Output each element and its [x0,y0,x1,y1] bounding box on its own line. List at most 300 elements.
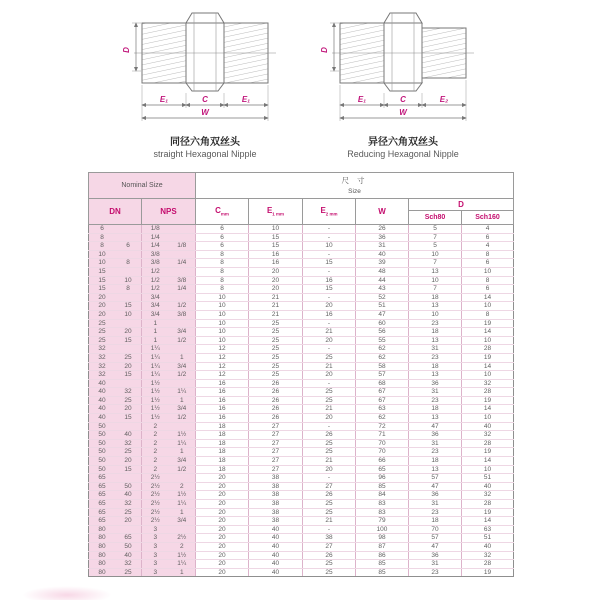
table-cell: 65 20 [89,517,142,526]
table-cell: - [303,267,356,276]
hex-boss-bottom [186,83,224,91]
table-cell: 5 [409,242,462,251]
table-cell: 12 [196,371,249,380]
table-cell: 6 [462,233,514,242]
table-cell: 25 [303,508,356,517]
table-cell: 20 [196,482,249,491]
table-cell: 31 [409,388,462,397]
table-cell: 80 32 [89,560,142,569]
table-cell: 20 [303,336,356,345]
table-cell: 3/4 [142,293,196,302]
table-cell: 65 40 [89,491,142,500]
reducing-nipple-diagram [318,8,488,134]
table-cell: 25 [303,448,356,457]
table-cell: 3/8 1/4 [142,259,196,268]
table-cell: 8 [89,233,142,242]
table-cell: 27 [249,431,303,440]
table-row [89,414,514,423]
table-cell: 18 [196,422,249,431]
table-cell: 40 25 [89,396,142,405]
table-cell: 10 [196,302,249,311]
table-cell: 65 [89,474,142,483]
table-cell: 31 [409,500,462,509]
table-cell: 3/8 [142,250,196,259]
table-cell: 65 50 [89,482,142,491]
table-cell: 40 [462,542,514,551]
table-cell: 23 [409,353,462,362]
table-row [89,405,514,414]
table-cell: 13 [409,414,462,423]
table-cell: 31 [409,345,462,354]
table-row [89,396,514,405]
table-cell: 15 [249,242,303,251]
table-cell: 38 [249,508,303,517]
table-cell: 47 [409,482,462,491]
table-cell: 26 [249,414,303,423]
table-cell: - [303,422,356,431]
table-cell: 80 40 [89,551,142,560]
table-cell: 25 [249,319,303,328]
table-row [89,500,514,509]
table-cell: 14 [462,293,514,302]
table-cell: 1½ 1¼ [142,388,196,397]
table-cell: 26 [303,551,356,560]
table-cell: 3 1¼ [142,560,196,569]
table-cell: 80 65 [89,534,142,543]
table-cell: 32 [462,379,514,388]
table-cell: 14 [462,517,514,526]
table-cell: 8 [196,250,249,259]
table-row [89,242,514,251]
table-cell: 8 [462,310,514,319]
table-cell: - [303,233,356,242]
dim-label-d: D [320,47,329,53]
table-cell: 7 [409,259,462,268]
dim-label-w: W [399,108,407,117]
table-cell: 3/4 1/2 [142,302,196,311]
table-row [89,568,514,577]
table-cell: 10 [249,225,303,234]
table-cell: 55 [356,336,409,345]
table-row [89,457,514,466]
table-cell: 14 [462,405,514,414]
table-cell: 28 [462,500,514,509]
table-cell: - [303,525,356,534]
table-cell: 2 1/2 [142,465,196,474]
table-cell: 15 8 [89,285,142,294]
table-cell: 65 [356,465,409,474]
table-cell: 20 [249,285,303,294]
table-cell: 86 [356,551,409,560]
table-cell: 8 [196,267,249,276]
table-cell: 36 [409,491,462,500]
table-row [89,345,514,354]
table-cell: 2 1 [142,448,196,457]
table-cell: 13 [409,465,462,474]
table-cell: 36 [409,551,462,560]
table-cell: 18 [196,431,249,440]
table-cell: 19 [462,448,514,457]
table-cell: 16 [196,379,249,388]
table-cell: 31 [356,242,409,251]
table-cell: 21 [303,405,356,414]
table-cell: 3 [142,525,196,534]
table-row [89,250,514,259]
table-row [89,491,514,500]
table-cell: 10 8 [89,259,142,268]
table-cell: 60 [356,319,409,328]
table-cell: 70 [356,448,409,457]
table-cell: 51 [462,534,514,543]
table-cell: 1/4 1/8 [142,242,196,251]
table-cell: - [303,474,356,483]
straight-nipple-diagram [120,8,290,134]
table-cell: 32 25 [89,353,142,362]
table-cell: 27 [249,422,303,431]
table-row [89,560,514,569]
table-cell: 66 [356,457,409,466]
table-cell: 25 [303,396,356,405]
table-cell: 12 [196,362,249,371]
table-cell: 14 [462,457,514,466]
table-cell: 3 1½ [142,551,196,560]
table-row [89,534,514,543]
table-cell: 40 [462,422,514,431]
table-row [89,379,514,388]
table-cell: 18 [196,448,249,457]
dim-label-e1: E₁ [357,95,367,104]
table-cell: 25 [303,568,356,577]
caption-en: Reducing Hexagonal Nipple [347,149,459,159]
table-cell: 26 [249,388,303,397]
table-cell: 23 [409,448,462,457]
table-cell: - [303,345,356,354]
table-cell: 16 [249,250,303,259]
table-cell: 26 [249,396,303,405]
table-row [89,422,514,431]
table-cell: 26 [249,379,303,388]
table-cell: 19 [462,508,514,517]
table-cell: 18 [409,457,462,466]
table-cell: 1/2 [142,267,196,276]
table-cell: 18 [196,465,249,474]
table-cell: 15 10 [89,276,142,285]
table-cell: 20 [196,500,249,509]
col-header-sch160: Sch160 [462,211,514,225]
table-row [89,293,514,302]
table-cell: 67 [356,388,409,397]
table-cell: 80 [89,525,142,534]
table-row [89,336,514,345]
table-cell: 40 [89,379,142,388]
table-cell: 13 [409,371,462,380]
table-cell: 2½ 1¼ [142,500,196,509]
table-cell: 18 [196,457,249,466]
table-cell: 84 [356,491,409,500]
table-cell: 20 [196,534,249,543]
col-header-dn: DN [89,199,142,225]
table-row [89,448,514,457]
table-cell: 40 [249,534,303,543]
table-cell: 27 [303,542,356,551]
table-cell: 63 [462,525,514,534]
table-cell: 23 [409,319,462,328]
table-cell: 32 [89,345,142,354]
table-cell: 21 [303,328,356,337]
table-cell: 18 [409,362,462,371]
table-cell: 10 [462,371,514,380]
table-cell: 16 [196,405,249,414]
col-header-e1: $E_{1 mm}$ [249,199,303,225]
table-cell: 1/2 3/8 [142,276,196,285]
table-cell: 23 [409,396,462,405]
table-cell: 1¼ 1/2 [142,371,196,380]
table-cell: 6 [196,225,249,234]
table-cell: 3 1 [142,568,196,577]
table-cell: 87 [356,542,409,551]
table-cell: 20 [196,491,249,500]
scan-smudge [22,586,112,600]
table-cell: 7 [409,285,462,294]
table-cell: 3 2 [142,542,196,551]
table-cell: 25 [303,560,356,569]
table-cell: 2½ 1 [142,508,196,517]
table-cell: 10 [462,465,514,474]
table-cell: 16 [303,276,356,285]
col-header-e2: $E_{2 mm}$ [303,199,356,225]
table-cell: 1½ 1/2 [142,414,196,423]
table-cell: 28 [462,345,514,354]
table-cell: 32 [462,551,514,560]
table-row [89,474,514,483]
table-cell: 1 3/4 [142,328,196,337]
table-cell: 65 32 [89,500,142,509]
table-row [89,517,514,526]
table-cell: 8 [196,259,249,268]
table-cell: 14 [462,362,514,371]
table-cell: 10 [462,414,514,423]
table-cell: 1¼ 3/4 [142,362,196,371]
table-row [89,319,514,328]
size-label-zh: 尺 寸 [341,176,368,185]
table-cell: 8 [196,276,249,285]
table-cell: - [303,293,356,302]
table-cell: 26 [303,491,356,500]
table-cell: 47 [409,542,462,551]
table-cell: 31 [409,560,462,569]
table-cell: 25 [249,353,303,362]
table-cell: 19 [462,319,514,328]
table-row [89,267,514,276]
table-cell: 20 [196,525,249,534]
table-cell: 1/2 1/4 [142,285,196,294]
table-cell: 40 32 [89,388,142,397]
table-cell: 15 [303,285,356,294]
table-row [89,276,514,285]
table-cell: 5 [409,225,462,234]
table-row [89,542,514,551]
table-cell: 27 [249,448,303,457]
dim-label-c: C [202,95,208,104]
table-cell: 20 10 [89,310,142,319]
table-cell: 1/8 [142,225,196,234]
table-cell: 80 25 [89,568,142,577]
col-header-sch80: Sch80 [409,211,462,225]
table-cell: 32 [462,431,514,440]
table-cell: 28 [462,388,514,397]
table-cell: 36 [356,233,409,242]
table-cell: 4 [462,225,514,234]
table-cell: 3 2½ [142,534,196,543]
table-cell: 10 [409,276,462,285]
table-cell: 18 [409,328,462,337]
table-cell: 27 [249,457,303,466]
table-cell: 1½ [142,379,196,388]
table-cell: 63 [356,405,409,414]
caption-zh: 同径六角双丝头 [170,137,240,148]
reducing-nipple-caption [313,137,493,160]
size-header [196,173,514,199]
hex-boss-bottom [384,83,422,91]
table-row [89,482,514,491]
table-cell: 26 [303,431,356,440]
caption-zh: 异径六角双丝头 [368,137,438,148]
table-cell: 10 [196,328,249,337]
table-cell: 68 [356,379,409,388]
table-cell: 70 [356,439,409,448]
table-cell: 20 [196,551,249,560]
table-cell: 65 25 [89,508,142,517]
table-cell: 20 [89,293,142,302]
col-header-c: $C_{mm}$ [196,199,249,225]
table-cell: 98 [356,534,409,543]
table-cell: 6 [196,233,249,242]
table-cell: 32 [462,491,514,500]
table-cell: 1 1/2 [142,336,196,345]
table-cell: 85 [356,560,409,569]
table-cell: 20 [303,414,356,423]
table-cell: 10 [196,293,249,302]
table-cell: 36 [409,379,462,388]
table-cell: 25 [249,328,303,337]
dimension-table [88,172,514,577]
table-cell: 62 [356,414,409,423]
table-row [89,525,514,534]
table-cell: 13 [409,302,462,311]
table-row [89,508,514,517]
table-cell: 27 [249,465,303,474]
table-cell: 8 [462,250,514,259]
table-cell: 10 [462,267,514,276]
table-cell: 100 [356,525,409,534]
table-row [89,225,514,234]
table-cell: 38 [303,534,356,543]
table-cell: 32 20 [89,362,142,371]
table-cell: 15 [89,267,142,276]
table-row [89,465,514,474]
col-header-w: W [356,199,409,225]
table-cell: 20 [249,267,303,276]
table-cell: 2 1¼ [142,439,196,448]
table-cell: 21 [303,362,356,371]
table-cell: 23 [409,568,462,577]
table-cell: 52 [356,293,409,302]
table-cell: 12 [196,345,249,354]
table-cell: - [303,319,356,328]
table-cell: 18 [409,405,462,414]
table-cell: 26 [249,405,303,414]
table-cell: 25 [303,353,356,362]
table-cell: 2½ 3/4 [142,517,196,526]
table-cell: 15 [303,259,356,268]
table-cell: 2 [142,422,196,431]
table-cell: 20 [196,517,249,526]
table-cell: 4 [462,242,514,251]
table-cell: 21 [249,293,303,302]
table-cell: 16 [196,396,249,405]
nominal-size-label: Nominal Size [121,182,163,189]
table-cell: 20 15 [89,302,142,311]
table-cell: 1/4 [142,233,196,242]
table-cell: 67 [356,396,409,405]
table-cell: 2½ 1½ [142,491,196,500]
table-row [89,302,514,311]
table-cell: 1½ 1 [142,396,196,405]
hex-boss-top [384,13,422,23]
dim-label-d: D [122,47,131,53]
table-cell: 40 [462,482,514,491]
table-row [89,259,514,268]
table-cell: 72 [356,422,409,431]
col-header-nps: NPS [142,199,196,225]
col-header-d: D [409,199,514,211]
table-cell: 50 32 [89,439,142,448]
table-row [89,353,514,362]
table-cell: 85 [356,482,409,491]
table-row [89,371,514,380]
table-cell: 28 [462,560,514,569]
table-cell: 40 [249,551,303,560]
table-cell: 70 [409,525,462,534]
table-row [89,285,514,294]
table-cell: 19 [462,568,514,577]
table-cell: 21 [249,302,303,311]
table-cell: 16 [196,414,249,423]
table-cell: 20 [196,560,249,569]
table-cell: 21 [303,517,356,526]
table-cell: 20 [196,508,249,517]
table-cell: 25 [249,362,303,371]
table-cell: 1 [142,319,196,328]
table-row [89,362,514,371]
table-cell: 25 [303,388,356,397]
table-cell: 85 [356,568,409,577]
table-cell: 10 [462,336,514,345]
table-cell: 16 [196,388,249,397]
table-cell: 96 [356,474,409,483]
table-cell: 38 [249,474,303,483]
table-cell: 8 [196,285,249,294]
table-cell: 51 [462,474,514,483]
table-cell: 20 [303,465,356,474]
table-cell: 28 [462,439,514,448]
table-cell: 48 [356,267,409,276]
table-cell: 6 [462,285,514,294]
table-cell: 15 [249,233,303,242]
table-cell: 40 [249,542,303,551]
table-cell: 71 [356,431,409,440]
table-cell: 21 [249,310,303,319]
